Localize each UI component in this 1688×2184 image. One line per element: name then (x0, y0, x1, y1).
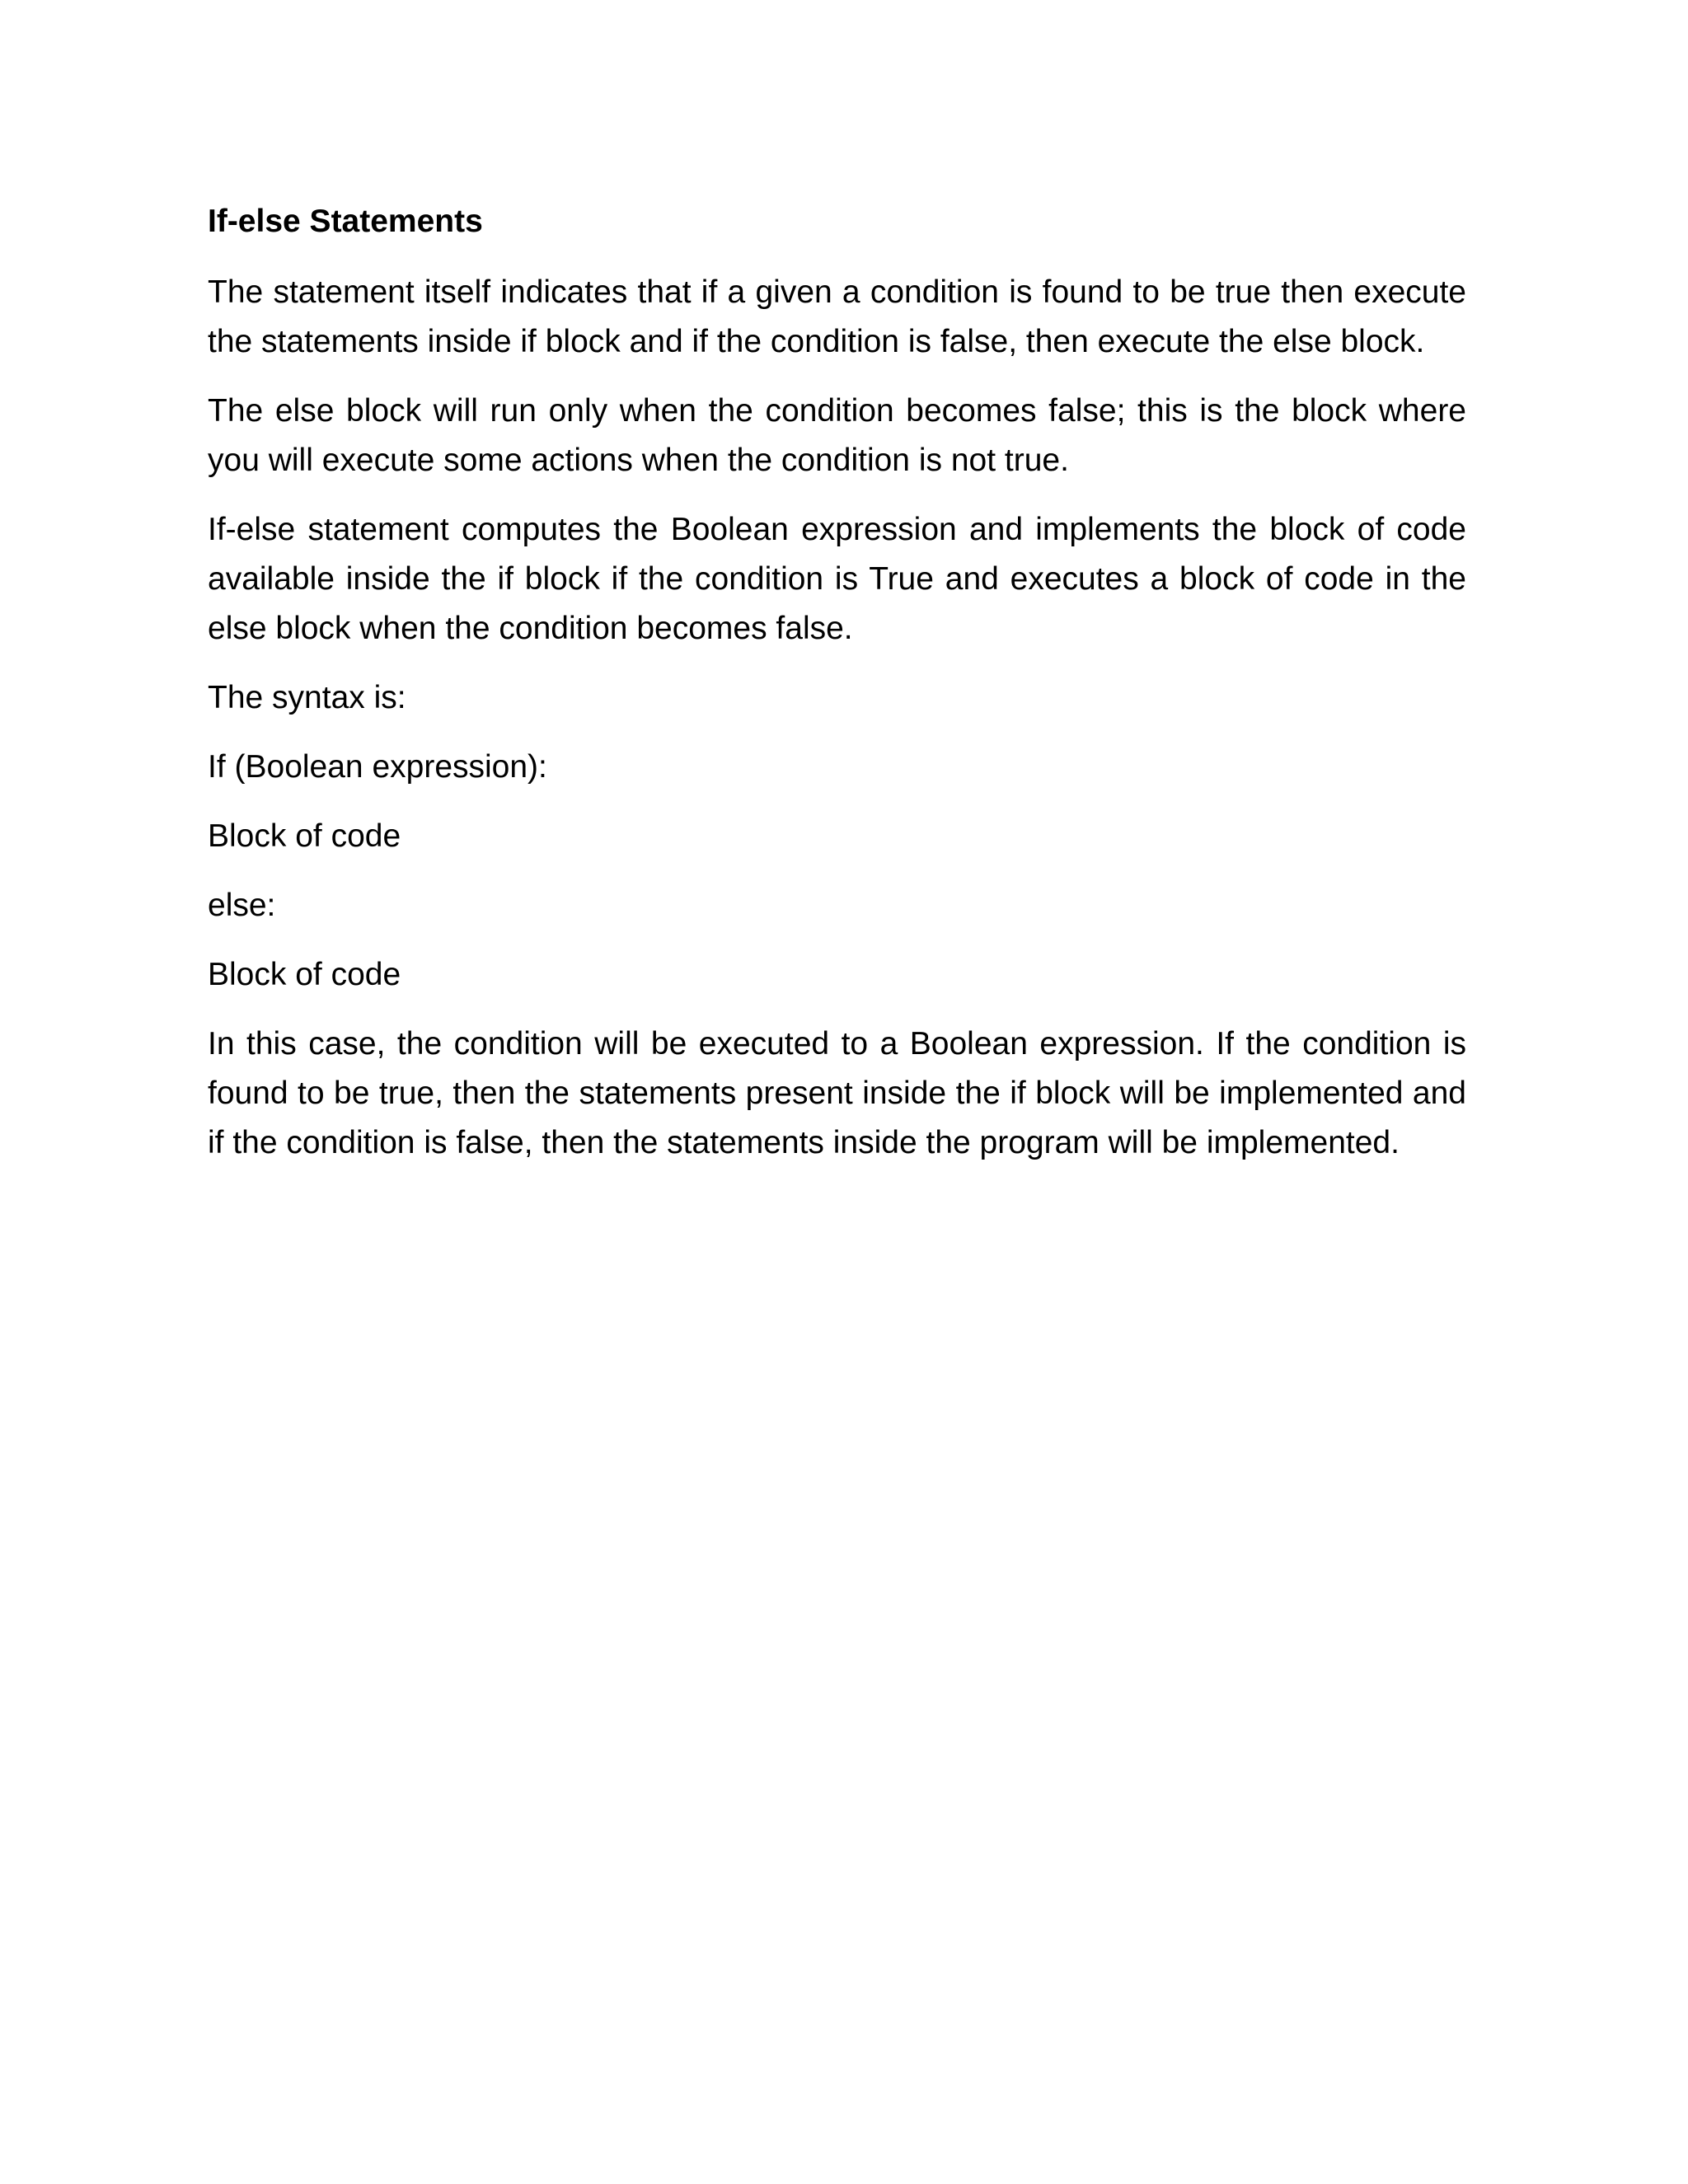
paragraph-else-block: The else block will run only when the condition becomes false; this is the block where you will execute some actions when the condition is not true. (208, 393, 1466, 478)
syntax-line-else: else: (208, 888, 276, 923)
syntax-line-else-body: Block of code (208, 957, 401, 992)
syntax-line-if-body: Block of code (208, 818, 401, 854)
paragraph-definition: The statement itself indicates that if a given a condition is found to be true then execute the statements inside if block and if the condition is false, then execute the else block. (208, 274, 1466, 359)
syntax-line-if: If (Boolean expression): (208, 749, 547, 785)
section-heading: If-else Statements (208, 204, 483, 239)
paragraph-boolean-expression: If-else statement computes the Boolean expression and implements the block of code available inside the if block if the condition is True and executes a block of code in the else block when the condition becomes false. (208, 512, 1466, 646)
document-body (208, 200, 1466, 1188)
paragraph-explanation: In this case, the condition will be executed to a Boolean expression. If the condition is found to be true, then the statements present inside the if block will be implemented and if the condition is false, then the statements inside the program will be implemented. (208, 1026, 1466, 1160)
syntax-intro: The syntax is: (208, 680, 406, 715)
